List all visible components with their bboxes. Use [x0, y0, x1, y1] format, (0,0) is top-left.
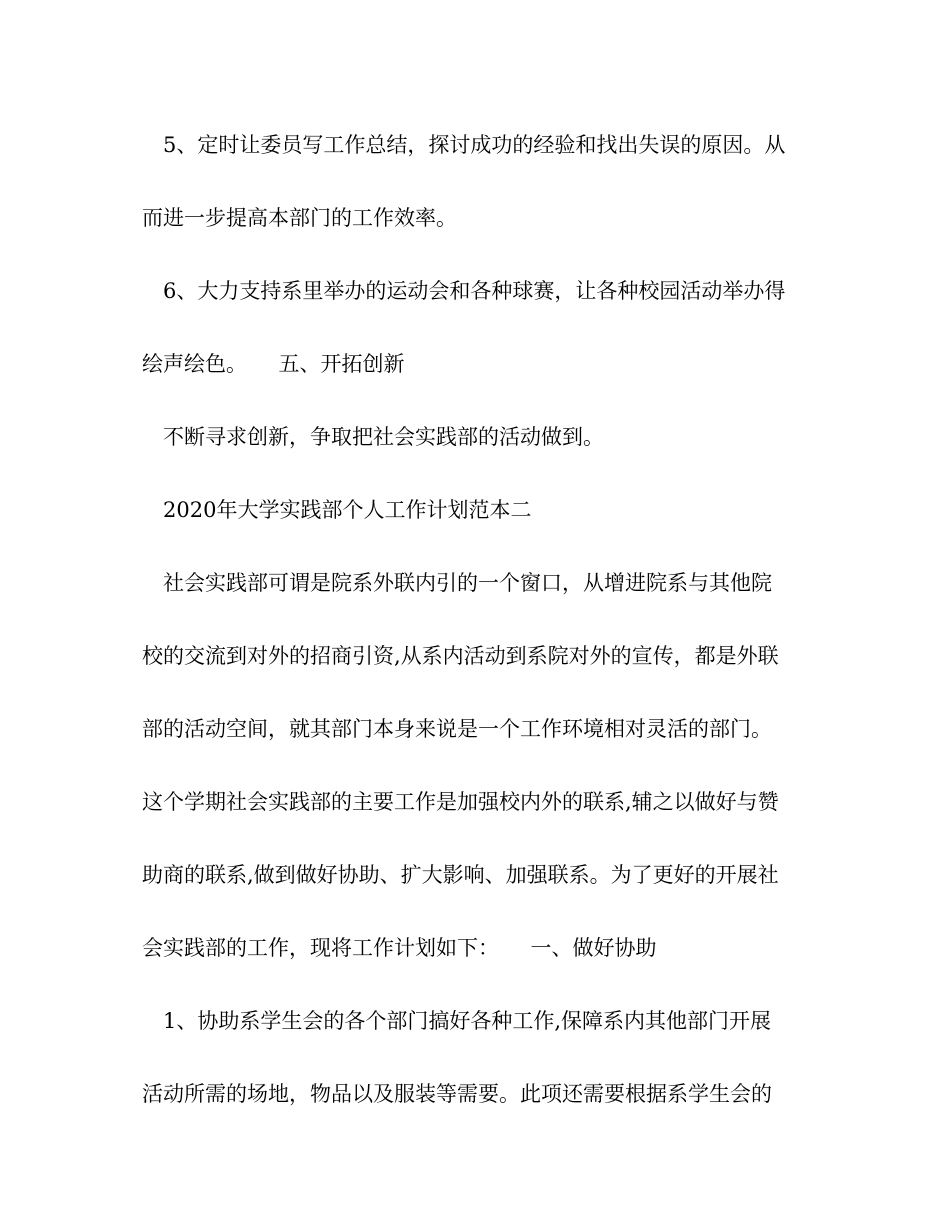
paragraph-line: 5、定时让委员写工作总结，探讨成功的经验和找出失误的原因。从 [163, 133, 786, 157]
paragraph-line: 会实践部的工作，现将工作计划如下： 一、做好协助 [142, 936, 657, 960]
paragraph-line: 这个学期社会实践部的主要工作是加强校内外的联系,辅之以做好与赞 [142, 790, 779, 814]
paragraph-line: 部的活动空间，就其部门本身来说是一个工作环境相对灵活的部门。 [142, 717, 772, 741]
paragraph-line: 绘声绘色。 五、开拓创新 [142, 352, 405, 376]
paragraph-line: 1、协助系学生会的各个部门搞好各种工作,保障系内其他部门开展 [163, 1009, 772, 1033]
paragraph-line: 社会实践部可谓是院系外联内引的一个窗口，从增进院系与其他院 [163, 571, 772, 595]
paragraph-line: 校的交流到对外的招商引资,从系内活动到系院对外的宣传，都是外联 [142, 644, 779, 668]
paragraph-line: 助商的联系,做到做好协助、扩大影响、加强联系。为了更好的开展社 [142, 863, 779, 887]
paragraph-line: 不断寻求创新，争取把社会实践部的活动做到。 [163, 425, 604, 449]
paragraph-line: 6、大力支持系里举办的运动会和各种球赛，让各种校园活动举办得 [163, 279, 786, 303]
section-title: 2020年大学实践部个人工作计划范本二 [163, 498, 532, 522]
paragraph-line: 而进一步提高本部门的工作效率。 [142, 206, 457, 230]
paragraph-line: 活动所需的场地，物品以及服装等需要。此项还需要根据系学生会的 [142, 1082, 772, 1106]
